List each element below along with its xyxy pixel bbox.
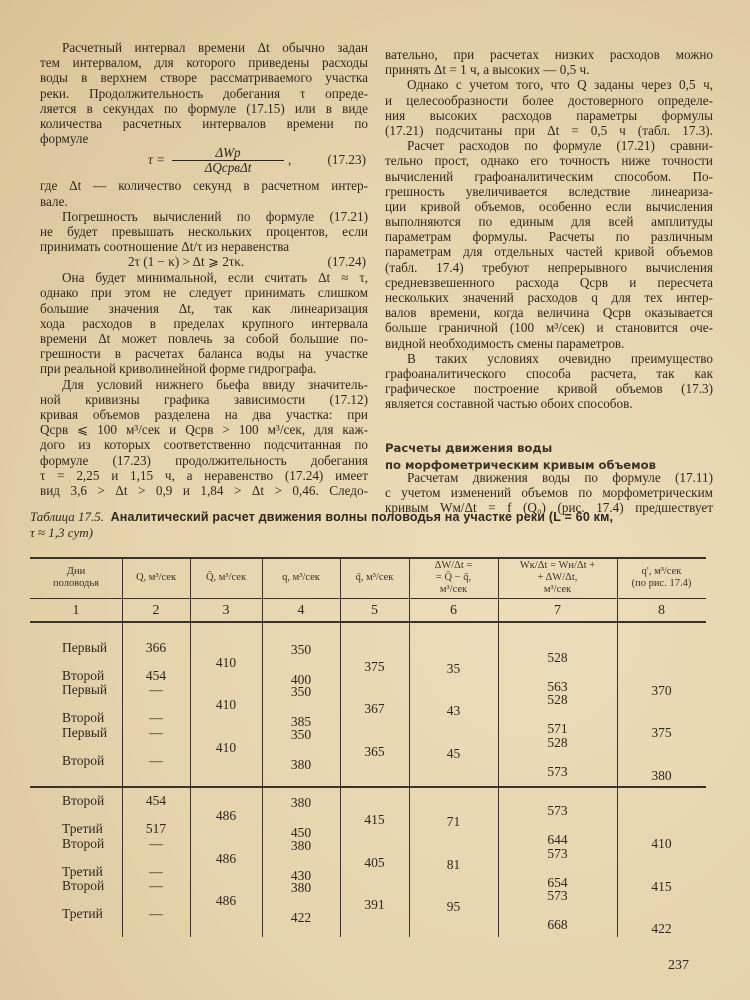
text-line: вычислений графоаналитическим способом. По- bbox=[385, 168, 713, 184]
cell-Q: 454 bbox=[145, 793, 167, 808]
text-line: ной кривизны графика зависимости (17.12) bbox=[40, 391, 368, 407]
cell-q-prime: 375 bbox=[651, 725, 672, 740]
table-top-rule bbox=[30, 557, 706, 559]
text-line: принимать соотношение Δt/τ из неравенства bbox=[40, 239, 290, 255]
text-line: при реальной криволинейной форме гидрографа. bbox=[40, 361, 317, 377]
section-heading-line-2: по морфометрическим кривым объемов bbox=[385, 458, 656, 472]
column-number: 4 bbox=[297, 603, 305, 618]
cell-q-prime: 380 bbox=[651, 768, 672, 783]
cell-dW: 35 bbox=[446, 661, 461, 676]
text-line: формуле (17.23) продолжительность добегания bbox=[40, 452, 368, 468]
column-header-line: ΔW/Δt = bbox=[434, 560, 473, 571]
text-line: тельно прост, однако его точность ниже точности bbox=[385, 153, 713, 169]
text-line: тем интервалом, для которого приведены расходы bbox=[40, 55, 368, 71]
column-header-line: (по рис. 17.4) bbox=[631, 578, 692, 589]
column-header-line: м³/сек bbox=[439, 584, 468, 595]
cell-q: 350 bbox=[290, 642, 312, 657]
column-header-line: q', м³/сек bbox=[641, 566, 682, 577]
column-header-line: половодья bbox=[52, 578, 99, 589]
cell-Q: 366 bbox=[145, 640, 167, 655]
text-line: где Δt — количество секунд в расчетном интер- bbox=[40, 178, 368, 194]
cell-Q-avg: 486 bbox=[215, 893, 237, 908]
text-line: дого из которых соответственно подсчитанная по bbox=[40, 437, 368, 453]
cell-W: 571 bbox=[547, 721, 568, 736]
cell-q: 422 bbox=[290, 910, 312, 925]
text-line: грешности в расчетах баланса воды на участке bbox=[40, 346, 368, 362]
table-number: Таблица 17.5. bbox=[30, 509, 105, 524]
section-heading-line-1: Расчеты движения воды bbox=[385, 441, 553, 455]
text-line: грешность увеличивается вследствие линеариза- bbox=[385, 183, 713, 199]
equation-number: (17.23) bbox=[327, 152, 366, 168]
cell-q-avg: 405 bbox=[364, 855, 385, 870]
text-line: валов времени, когда величина Qсрв оказывается bbox=[385, 305, 713, 321]
cell-dW: 95 bbox=[446, 899, 461, 914]
day-label: Третий bbox=[62, 821, 103, 836]
text-line: Погрешность вычислений по формуле (17.21) bbox=[62, 208, 368, 224]
day-label: Второй bbox=[62, 793, 105, 808]
column-number: 1 bbox=[72, 603, 80, 618]
text-line: видной необходимость смены параметров. bbox=[385, 335, 625, 351]
cell-Q: — bbox=[149, 725, 163, 740]
text-line: ния высоких расходов параметры формулы bbox=[385, 107, 713, 123]
day-label: Первый bbox=[62, 682, 108, 697]
text-line: хода расходов в пределах крупного интервала bbox=[40, 315, 368, 331]
day-label: Первый bbox=[62, 725, 108, 740]
cell-q-prime: 370 bbox=[651, 683, 672, 698]
cell-q-avg: 365 bbox=[364, 744, 385, 759]
cell-W: 573 bbox=[547, 764, 568, 779]
formula-expression: 2τ (1 − κ) > Δt ⩾ 2τκ. bbox=[128, 254, 245, 270]
cell-Q-avg: 486 bbox=[215, 808, 237, 823]
column-header-line: Дни bbox=[66, 566, 86, 577]
column-header-line: Wк/Δt = Wн/Δt + bbox=[519, 560, 596, 571]
text-line: Расчетам движения воды по формуле (17.11) bbox=[407, 470, 713, 485]
cell-Q: — bbox=[149, 710, 163, 725]
text-line: графоаналитического способа расчета, так как bbox=[385, 365, 713, 381]
text-line: выполняются по единым для всей амплитуды bbox=[385, 214, 713, 230]
column-header bbox=[409, 560, 498, 596]
text-line: однако при этом не следует принимать слишком bbox=[40, 285, 368, 301]
cell-W: 573 bbox=[547, 803, 568, 818]
text-line: ляется в секундах по формуле (17.15) или в виде bbox=[40, 100, 368, 116]
text-line: кривая объемов разделена на два участка: при bbox=[40, 406, 368, 422]
column-header bbox=[617, 566, 706, 590]
cell-W: 528 bbox=[547, 650, 568, 665]
cell-q: 400 bbox=[290, 672, 312, 687]
cell-W: 528 bbox=[547, 692, 568, 707]
text-line: средневзвешенного расхода Qсрв и пересчета bbox=[385, 274, 713, 290]
cell-W: 644 bbox=[547, 832, 568, 847]
column-number-rule bbox=[30, 621, 706, 623]
column-header bbox=[262, 572, 340, 584]
day-label: Второй bbox=[62, 668, 105, 683]
text-line: вид 3,6 > Δt > 0,9 и 1,84 > Δt > 0,46. Следо- bbox=[40, 482, 368, 498]
cell-Q: — bbox=[149, 753, 163, 768]
formula-comma: , bbox=[288, 152, 292, 168]
column-number: 2 bbox=[152, 603, 160, 618]
text-line: параметрам формулы. Расчеты по различным bbox=[385, 229, 713, 245]
text-line: не будет превышать нескольких процентов, если bbox=[40, 223, 368, 239]
cell-Q-avg: 486 bbox=[215, 851, 237, 866]
cell-Q-avg: 410 bbox=[215, 655, 237, 670]
text-line: графическое построение кривой объемов (17.3) bbox=[385, 381, 713, 397]
cell-q: 380 bbox=[290, 838, 312, 853]
cell-q-prime: 422 bbox=[651, 921, 672, 936]
text-line: большие значения Δt, так как линеаризация bbox=[40, 300, 368, 316]
column-header-line: Q̄, м³/сек bbox=[205, 572, 247, 583]
text-line: вательно, при расчетах низких расходов можно bbox=[385, 47, 713, 62]
text-line: принять Δt = 1 ч, а высоких — 0,5 ч. bbox=[385, 62, 590, 78]
cell-q: 380 bbox=[290, 880, 312, 895]
text-line: Для условий нижнего бьефа ввиду значитель- bbox=[62, 376, 368, 392]
cell-W: 563 bbox=[547, 679, 568, 694]
column-header-line: м³/сек bbox=[543, 584, 572, 595]
text-line: Расчет расходов по формуле (17.21) сравни- bbox=[407, 138, 713, 154]
text-line: с учетом изменений объемов по морфометрическим bbox=[385, 485, 713, 501]
cell-Q: — bbox=[149, 836, 163, 851]
column-number: 5 bbox=[371, 603, 378, 618]
cell-Q-avg: 410 bbox=[215, 697, 237, 712]
text-line: больше граничной (100 м³/сек) и становится оче- bbox=[385, 320, 713, 336]
day-label: Второй bbox=[62, 878, 105, 893]
text-line: кривым Wм/Δt = f (Q₀) (рис. 17.4) предшествует bbox=[385, 500, 713, 516]
text-line: (табл. 17.4) требуют непрерывного вычисления bbox=[385, 259, 713, 275]
text-line: количества расчетных интервалов времени по bbox=[40, 115, 368, 131]
day-label: Второй bbox=[62, 710, 105, 725]
cell-Q: 454 bbox=[145, 668, 167, 683]
text-line: В таких условиях очевидно преимущество bbox=[407, 350, 713, 366]
cell-Q: 517 bbox=[145, 821, 167, 836]
column-number: 7 bbox=[554, 603, 561, 618]
column-number: 3 bbox=[222, 603, 230, 618]
text-line: Она будет минимальной, если считать Δt ≈ τ, bbox=[62, 270, 368, 286]
formula-denominator: ΔQсрвΔt bbox=[204, 160, 252, 176]
text-line: Qсрв ⩽ 100 м³/сек и Qсрв > 100 м³/сек, для каж- bbox=[40, 422, 368, 438]
text-line: формуле bbox=[40, 131, 89, 147]
cell-Q: — bbox=[149, 906, 163, 921]
column-number: 6 bbox=[450, 603, 457, 618]
cell-Q: — bbox=[149, 878, 163, 893]
cell-q: 450 bbox=[290, 825, 312, 840]
cell-q: 350 bbox=[290, 684, 312, 699]
text-line: и целесообразности более достоверного определе- bbox=[385, 92, 713, 108]
cell-q-avg: 391 bbox=[364, 897, 385, 912]
cell-Q: — bbox=[149, 864, 163, 879]
day-label: Второй bbox=[62, 753, 105, 768]
column-header bbox=[30, 566, 122, 590]
cell-q: 430 bbox=[290, 868, 312, 883]
group-separator-rule bbox=[30, 786, 706, 788]
cell-q-prime: 410 bbox=[651, 836, 672, 851]
text-line: времени Δt может повлечь за собой большие по- bbox=[40, 331, 368, 346]
text-line: τ = 2,25 и 1,15 ч, а неравенство (17.24) имеет bbox=[40, 467, 368, 483]
text-line: реки. Продолжительность добегания τ опреде- bbox=[40, 85, 368, 101]
cell-W: 573 bbox=[547, 888, 568, 903]
cell-dW: 71 bbox=[446, 814, 461, 829]
column-header-line: q, м³/сек bbox=[282, 572, 320, 583]
cell-W: 668 bbox=[547, 917, 568, 932]
cell-dW: 81 bbox=[446, 857, 461, 872]
text-line: ции кривой объемов, особенно если вычисления bbox=[385, 198, 713, 214]
column-header bbox=[498, 560, 617, 596]
cell-W: 654 bbox=[547, 875, 568, 890]
text-line: воды в верхнем створе рассматриваемого участка bbox=[40, 70, 368, 86]
cell-Q: — bbox=[149, 682, 163, 697]
cell-dW: 45 bbox=[446, 746, 461, 761]
day-label: Первый bbox=[62, 640, 108, 655]
cell-dW: 43 bbox=[446, 703, 461, 718]
column-number: 8 bbox=[658, 603, 665, 618]
text-line: Расчетный интервал времени Δt обычно задан bbox=[62, 40, 368, 55]
day-label: Второй bbox=[62, 836, 105, 851]
table-title: Аналитический расчет движения волны половодья на участке реки (L = 60 км, bbox=[110, 510, 614, 524]
cell-q-avg: 367 bbox=[364, 701, 385, 716]
cell-q: 380 bbox=[290, 757, 312, 772]
text-line: параметрам для отдельных частей кривой объемов bbox=[385, 244, 713, 260]
text-line: Однако с учетом того, что Q заданы через 0,5 ч, bbox=[407, 77, 713, 93]
column-header-line: = Q̄ − q̄, bbox=[435, 572, 472, 583]
cell-W: 573 bbox=[547, 846, 568, 861]
column-header-line: q̄, м³/сек bbox=[355, 572, 394, 583]
column-header bbox=[122, 572, 190, 584]
text-line: нескольких значений расходов q для тех интер- bbox=[385, 290, 713, 305]
text-line: вале. bbox=[40, 193, 68, 209]
formula-numerator: ΔWр bbox=[172, 146, 284, 161]
cell-q: 350 bbox=[290, 727, 312, 742]
day-label: Третий bbox=[62, 906, 103, 921]
page-number: 237 bbox=[668, 958, 689, 973]
column-header-line: Q, м³/сек bbox=[135, 572, 177, 583]
column-header-line: + ΔW/Δt, bbox=[537, 572, 578, 583]
day-label: Третий bbox=[62, 864, 103, 879]
text-line: (17.21) подсчитаны при Δt = 0,5 ч (табл. 17.3). bbox=[385, 122, 713, 138]
cell-W: 528 bbox=[547, 735, 568, 750]
cell-Q-avg: 410 bbox=[215, 740, 237, 755]
equation-number: (17.24) bbox=[327, 254, 366, 270]
cell-q-avg: 415 bbox=[364, 812, 385, 827]
text-line: является составной частью обоих способов. bbox=[385, 396, 633, 412]
header-rule bbox=[30, 598, 706, 599]
cell-q-prime: 415 bbox=[651, 879, 672, 894]
column-header bbox=[340, 572, 409, 584]
cell-q: 385 bbox=[290, 714, 312, 729]
cell-q: 380 bbox=[290, 795, 312, 810]
table-caption-line-2: τ ≈ 1,3 сут) bbox=[30, 525, 93, 540]
formula-lhs: τ = bbox=[148, 152, 165, 168]
cell-q-avg: 375 bbox=[364, 659, 385, 674]
column-header bbox=[190, 572, 262, 584]
